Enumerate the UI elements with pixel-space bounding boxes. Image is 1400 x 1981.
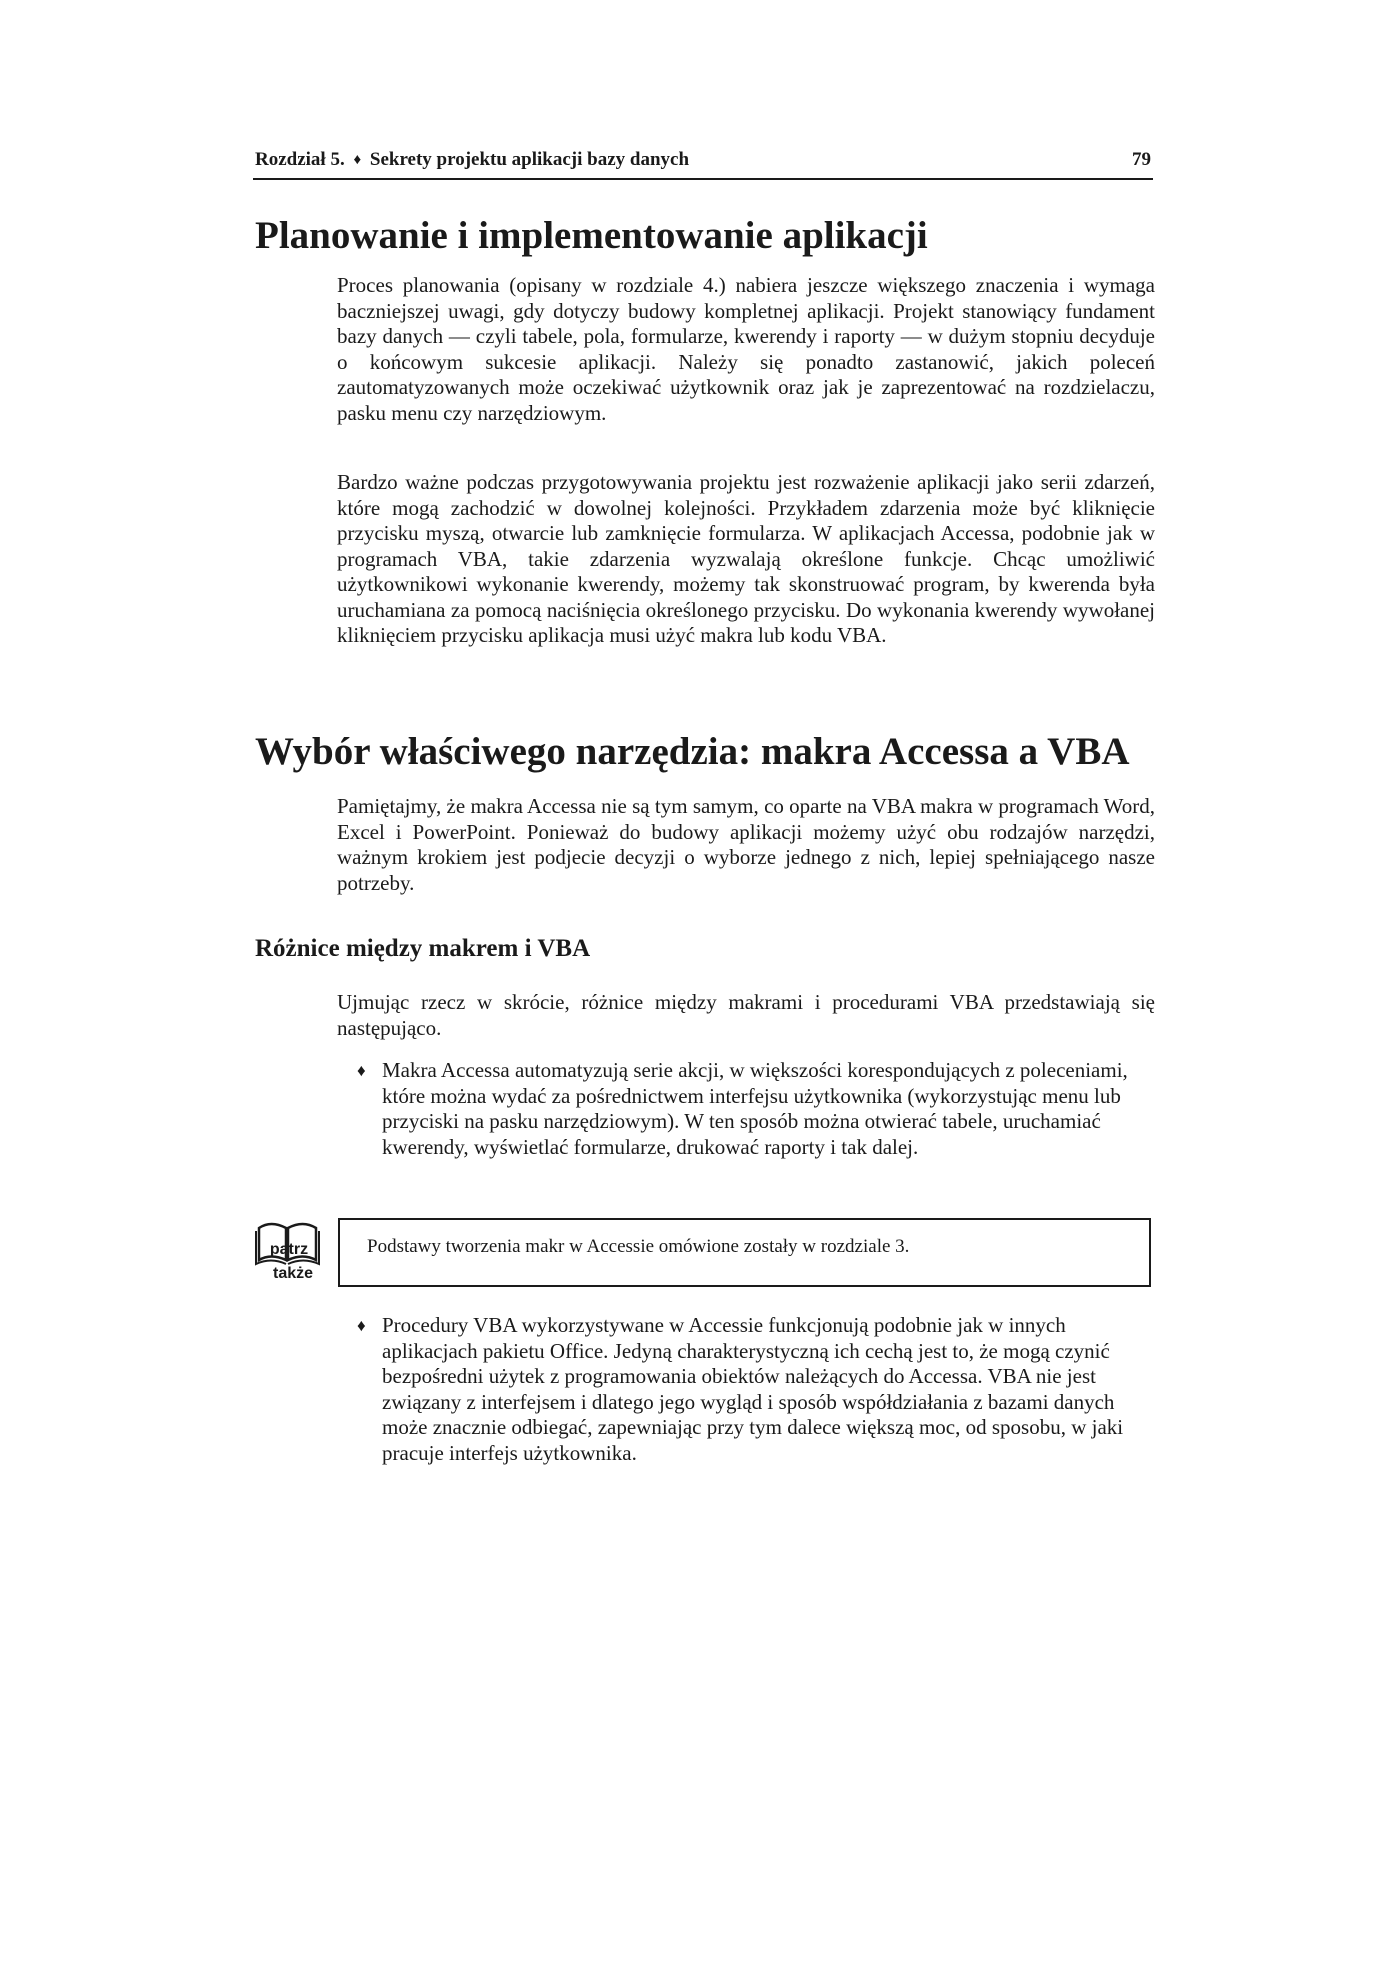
running-head: [253, 148, 1153, 180]
bullet-item-vba: [357, 1313, 1147, 1466]
chapter-label: Rozdział 5.: [255, 149, 345, 170]
bullet-text: Procedury VBA wykorzystywane w Accessie funkcjonują podobnie jak w innych aplikacjach pakietu Office. Jedyną charakterystyczną ich cechą jest to, że mogą czynić bezpośredni użytek z programowania obiektów należących do Accessa. VBA nie jest związany z interfejsem i dlatego jego wygląd i sposób współdziałania z bazami danych może znacznie odbiegać, zapewniając przy tym dalece większą moc, od sposobu, w jaki pracuje interfejs użytkownika.: [382, 1313, 1124, 1465]
open-book-icon: [253, 1216, 323, 1288]
paragraph-planning-2: Bardzo ważne podczas przygotowywania projektu jest rozważenie aplikacji jako serii zdarzeń, które mogą zachodzić w dowolnej kolejności. Przykładem zdarzenia może być kliknięcie przycisku myszą, otwarcie lub zamknięcie formularza. W aplikacjach Accessa, podobnie jak w programach VBA, takie zdarzenia wyzwalają określone funkcje. Chcąc umożliwić użytkownikowi wykonanie kwerendy, możemy tak skonstruować program, by kwerenda była uruchamiana za pomocą naciśnięcia określonego przycisku. Do wykonania kwerendy wywołanej kliknięciem przycisku aplikacja musi użyć makra lub kodu VBA.: [337, 470, 1155, 647]
chapter-title: Sekrety projektu aplikacji bazy danych: [369, 149, 690, 170]
note-text: Podstawy tworzenia makr w Accessie omówione zostały w rozdziale 3.: [367, 1236, 910, 1257]
bullet-text: Makra Accessa automatyzują serie akcji, w większości korespondujących z poleceniami, które można wydać za pośrednictwem interfejsu użytkownika (wykorzystując menu lub przyciski na pasku narzędziowym). W ten sposób można otwierać tabele, uruchamiać kwerendy, wyświetlać formularze, drukować raporty i tak dalej.: [382, 1058, 1128, 1159]
section-title-planning: Planowanie i implementowanie aplikacji: [255, 214, 928, 257]
diamond-icon: ♦: [353, 152, 362, 168]
paragraph-tool-choice: Pamiętajmy, że makra Accessa nie są tym samym, co oparte na VBA makra w programach Word, Excel i PowerPoint. Ponieważ do budowy aplikacji możemy użyć obu rodzajów narzędzi, ważnym krokiem jest podjecie decyzji o wyborze jednego z nich, lepiej spełniającego nasze potrzeby.: [337, 794, 1155, 895]
icon-label-line1: patrz: [269, 1241, 309, 1258]
page-number: 79: [1132, 149, 1151, 170]
paragraph-planning-1: Proces planowania (opisany w rozdziale 4.) nabiera jeszcze większego znaczenia i wymaga baczniejszej uwagi, gdy dotyczy budowy kompletnej aplikacji. Projekt stanowiący fundament bazy danych — czyli tabele, pola, formularze, kwerendy i raporty — w dużym stopniu decyduje o końcowym sukcesie aplikacji. Należy się ponadto zastanowić, jakich poleceń zautomatyzowanych może oczekiwać użytkownik oraz jak je zaprezentować na rozdzielaczu, pasku menu czy narzędziowym.: [337, 273, 1155, 425]
bullet-item-macros: [357, 1058, 1147, 1160]
running-head-left: [255, 148, 689, 173]
note-box: [338, 1218, 1151, 1287]
icon-label-line2: także: [272, 1265, 314, 1282]
section-title-tool-choice: Wybór właściwego narzędzia: makra Accessa a VBA: [255, 730, 1130, 773]
paragraph-differences-intro: Ujmując rzecz w skrócie, różnice między makrami i procedurami VBA przedstawiają się następująco.: [337, 990, 1155, 1040]
subsection-title-differences: Różnice między makrem i VBA: [255, 935, 591, 962]
bullet-diamond-icon: ♦: [357, 1061, 366, 1080]
bullet-diamond-icon: ♦: [357, 1316, 366, 1335]
